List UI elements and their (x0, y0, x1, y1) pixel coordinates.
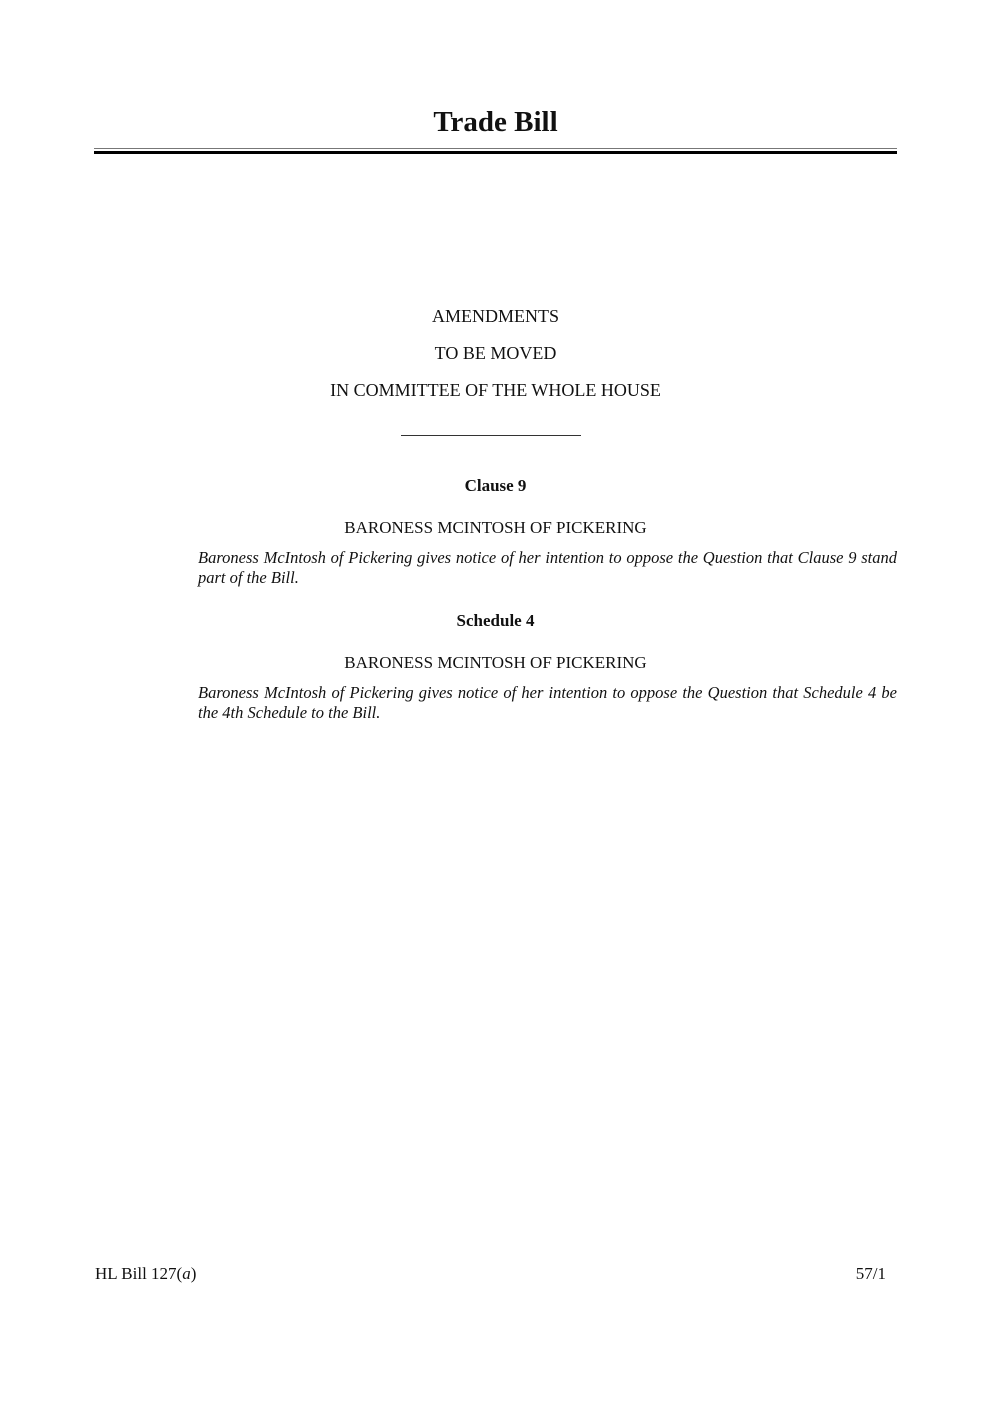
intro-line-3: IN COMMITTEE OF THE WHOLE HOUSE (330, 380, 661, 400)
member-name: BARONESS MCINTOSH OF PICKERING (344, 653, 647, 672)
separator-rule (401, 435, 581, 436)
member-name: BARONESS MCINTOSH OF PICKERING (344, 518, 647, 537)
bill-number-suffix-letter: a (182, 1264, 191, 1283)
intro-line-1: AMENDMENTS (431, 306, 559, 326)
bill-number-prefix: HL Bill 127( (95, 1264, 183, 1283)
bill-number (95, 1264, 196, 1284)
amendment-text: Baroness McIntosh of Pickering gives notice of her intention to oppose the Question that Schedule 4 be the 4th Schedule to the Bill. (198, 683, 897, 722)
amendment-text: Baroness McIntosh of Pickering gives notice of her intention to oppose the Question that Clause 9 stand part of the Bill. (198, 548, 897, 587)
section-heading: Clause 9 (464, 476, 527, 495)
title-rule-thick (94, 151, 897, 154)
bill-number-close: ) (190, 1264, 197, 1283)
page-reference: 57/1 (855, 1264, 886, 1283)
document-title: Trade Bill (433, 106, 558, 138)
section-heading: Schedule 4 (456, 611, 535, 630)
title-rule-thin (94, 148, 897, 149)
intro-line-2: TO BE MOVED (434, 343, 557, 363)
